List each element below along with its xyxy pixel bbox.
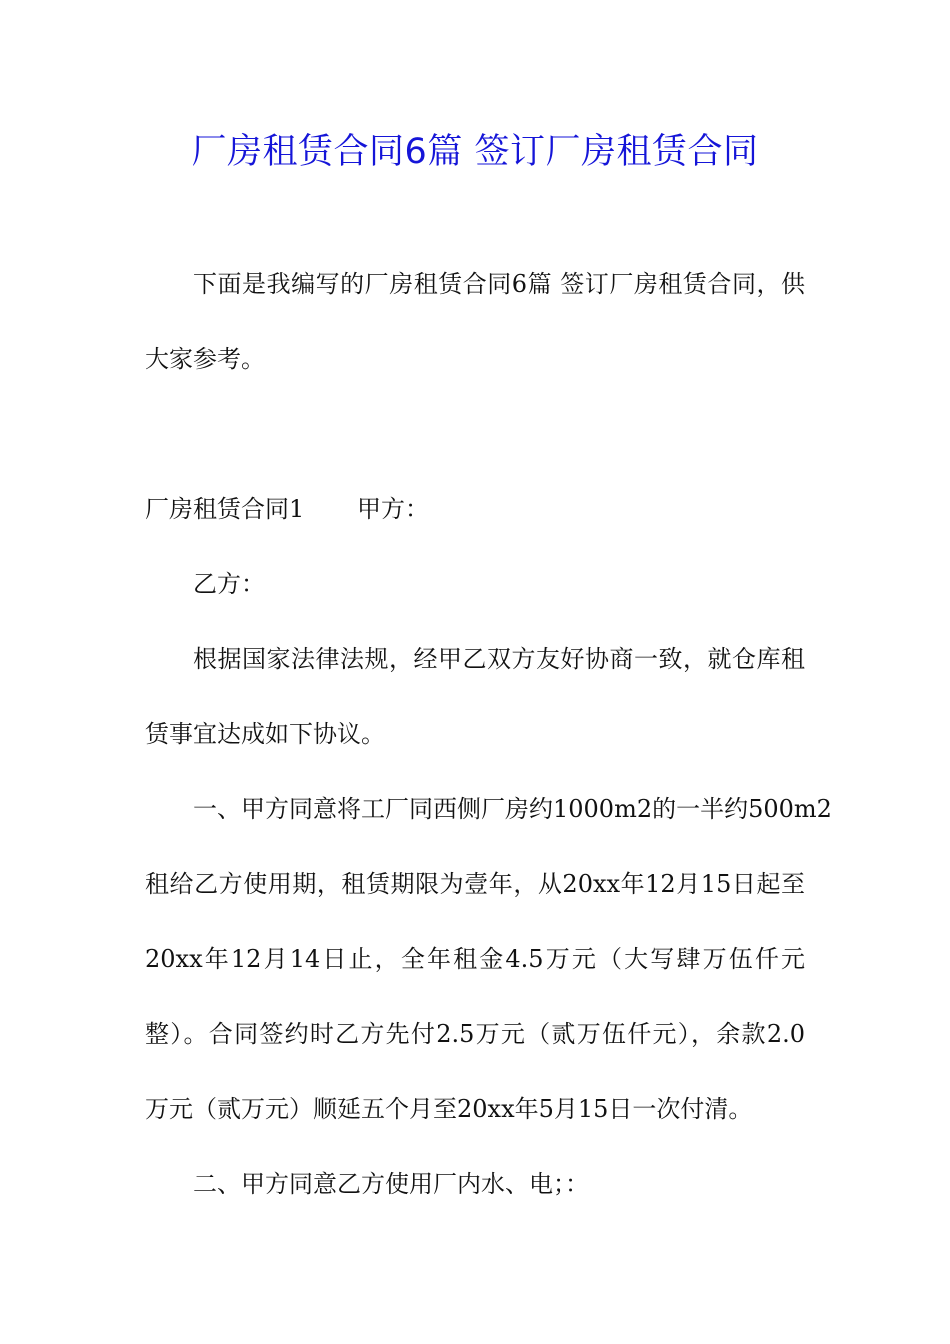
document-title: 厂房租赁合同6篇 签订厂房租赁合同 (191, 132, 759, 172)
clause-1-line-3: 20xx年12月14日止，全年租金4.5万元（大写肆万伍仟元 (145, 945, 805, 973)
contract-heading: 厂房租赁合同1 (145, 495, 305, 523)
party-b-label: 乙方： (193, 570, 265, 598)
clause-1-line-2: 租给乙方使用期，租赁期限为壹年，从20xx年12月15日起至 (145, 870, 805, 898)
preamble-line-2: 赁事宜达成如下协议。 (145, 720, 385, 748)
clause-2-line-1: 二、甲方同意乙方使用厂内水、电；： (193, 1170, 589, 1198)
intro-line-1: 下面是我编写的厂房租赁合同6篇 签订厂房租赁合同，供 (193, 270, 805, 298)
intro-line-2: 大家参考。 (145, 345, 265, 373)
clause-1-line-4: 整）。合同签约时乙方先付2.5万元（贰万伍仟元），余款2.0 (145, 1020, 805, 1048)
party-a-label: 甲方： (357, 495, 429, 523)
clause-1-line-1: 一、甲方同意将工厂同西侧厂房约1000m2的一半约500m2 (193, 795, 832, 823)
preamble-line-1: 根据国家法律法规，经甲乙双方友好协商一致，就仓库租 (193, 645, 805, 673)
clause-1-line-5: 万元（贰万元）顺延五个月至20xx年5月15日一次付清。 (145, 1095, 753, 1123)
